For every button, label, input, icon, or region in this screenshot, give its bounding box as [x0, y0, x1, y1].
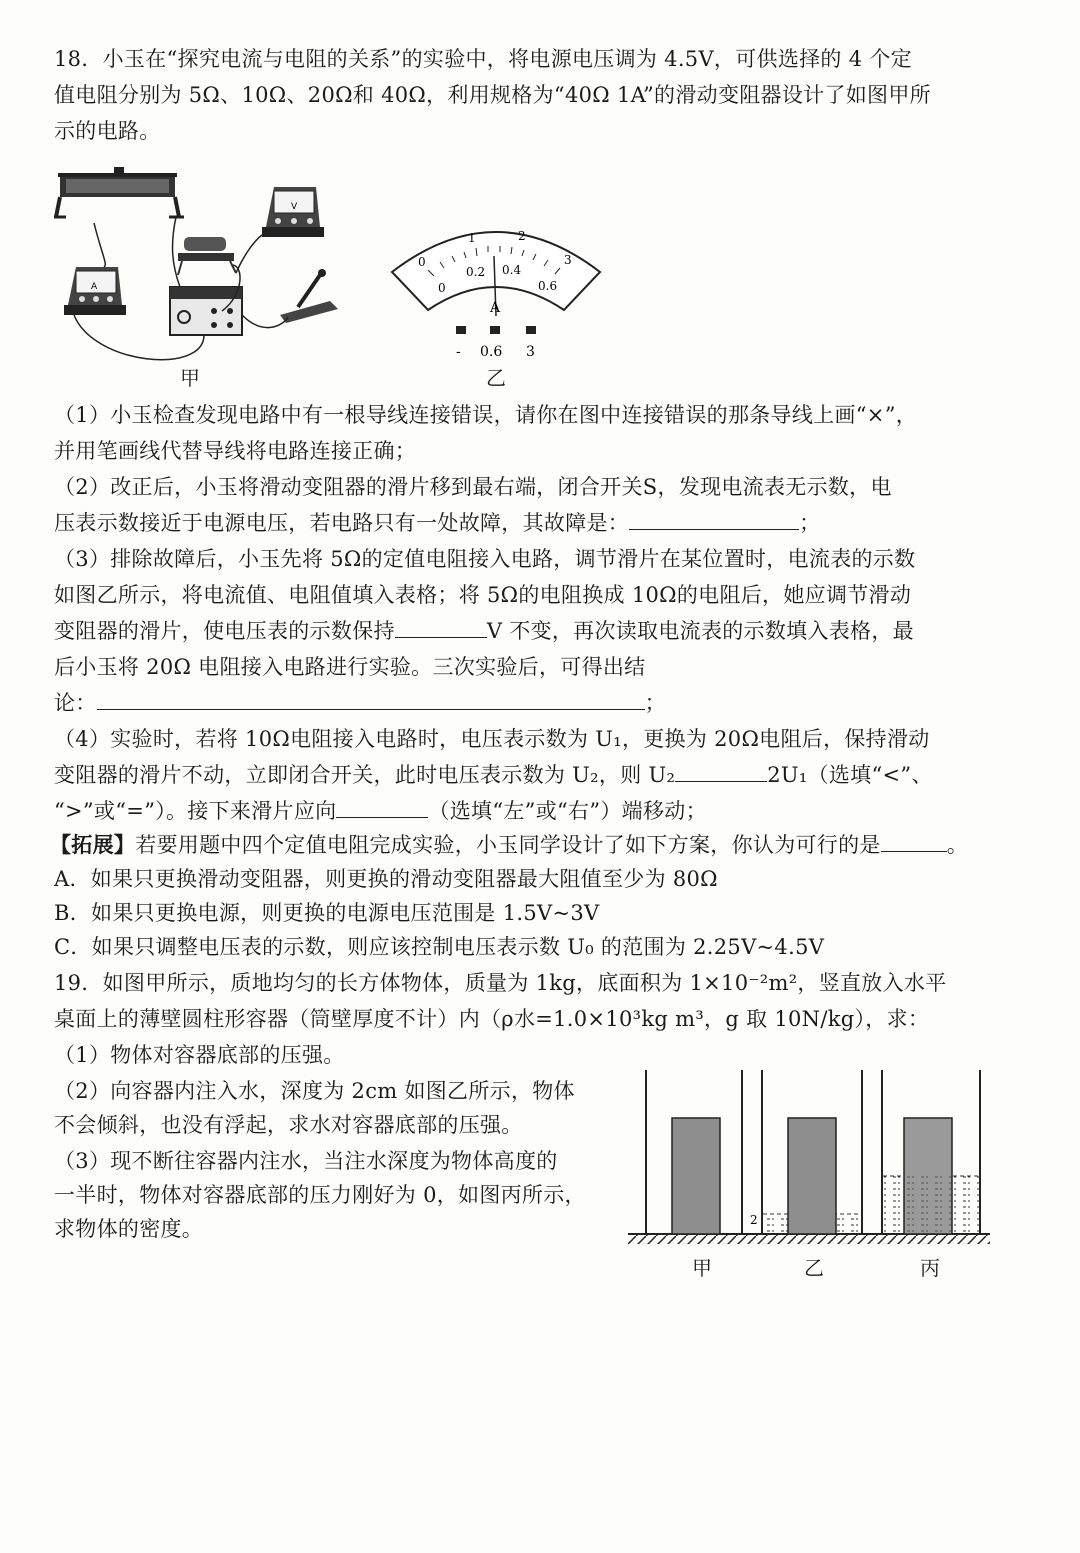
conclusion-label: 论： [54, 691, 97, 715]
figure-yi-caption: 乙 [486, 366, 506, 390]
direction-answer-blank[interactable] [336, 797, 428, 818]
terminal-icons [456, 326, 536, 334]
q19-intro-line-2: 桌面上的薄壁圆柱形容器（筒壁厚度不计）内（ρ水=1.0×10³kg m³，g 取 10N/kg），求： [54, 1007, 930, 1031]
conclusion-answer-blank[interactable] [97, 689, 645, 710]
q18-part3-line-3 [54, 616, 914, 646]
extension-end: 。 [946, 833, 969, 857]
extension-answer-blank[interactable] [881, 831, 947, 852]
scale-top-2: 2 [518, 229, 526, 243]
scale-top-1: 1 [468, 231, 476, 245]
q18-part3-line-5 [54, 688, 666, 718]
scale-bottom-1: 0.2 [466, 265, 486, 279]
q19-part3-line-1: （3）现不断往容器内注水，当注水深度为物体高度的 [54, 1149, 558, 1173]
q18-intro-line-1: 18．小玉在“探究电流与电阻的关系”的实验中，将电源电压调为 4.5V，可供选择的 4 个定 [54, 47, 912, 71]
dial-unit: A [490, 300, 501, 316]
q18-part3-text-a: 变阻器的滑片，使电压表的示数保持 [54, 619, 395, 643]
figure-jia-caption: 甲 [180, 366, 200, 390]
container-yi [750, 1070, 862, 1234]
scale-bottom-2: 0.4 [502, 263, 522, 277]
q18-intro-line-2: 值电阻分别为 5Ω、10Ω、20Ω和 40Ω，利用规格为“40Ω 1A”的滑动变阻器设计了如图甲所 [54, 83, 931, 107]
q18-part4-text-a: 变阻器的滑片不动，立即闭合开关，此时电压表示数为 U₂，则 U₂ [54, 763, 676, 787]
q18-part1-line-1: （1）小玉检查发现电路中有一根导线连接错误，请你在图中连接错误的那条导线上画“×”， [54, 403, 918, 427]
q18-part3-line-2: 如图乙所示，将电流值、电阻值填入表格；将 5Ω的电阻换成 10Ω的电阻后，她应调节滑动 [54, 583, 912, 607]
q19-part3-line-2: 一半时，物体对容器底部的压力刚好为 0，如图丙所示， [54, 1183, 586, 1207]
q18-part4-text-d: （选填“左”或“右”）端移动； [428, 799, 707, 823]
q18-part3-line-4: 后小玉将 20Ω 电阻接入电路进行实验。三次实验后，可得出结 [54, 655, 646, 679]
conclusion-end: ； [644, 691, 666, 715]
switch-icon [280, 269, 338, 323]
q18-part4-line-3 [54, 796, 707, 826]
q18-part2-line-1: （2）改正后，小玉将滑动变阻器的滑片移到最右端，闭合开关S，发现电流表无示数，电 [54, 475, 892, 499]
terminal-0-6: 0.6 [480, 344, 503, 360]
compare-answer-blank[interactable] [675, 761, 767, 782]
terminal-3: 3 [526, 344, 535, 360]
q18-part4-line-2 [54, 760, 933, 790]
circuit-figure-jia [54, 165, 354, 365]
extension-tag: 【拓展】 [50, 832, 136, 857]
voltage-answer-blank[interactable] [395, 617, 487, 638]
q18-part4-line-1: （4）实验时，若将 10Ω电阻接入电路时，电压表示数为 U₁，更换为 20Ω电阻后，保持滑动 [54, 727, 930, 751]
q18-part3-line-1: （3）排除故障后，小玉先将 5Ω的定值电阻接入电路，调节滑片在某位置时，电流表的示数 [54, 547, 916, 571]
q19-part2-line-2: 不会倾斜，也没有浮起，求水对容器底部的压强。 [54, 1113, 523, 1137]
scale-top-3: 3 [564, 253, 572, 267]
q18-part2-text: 压表示数接近于电源电压，若电路只有一处故障，其故障是： [54, 511, 630, 535]
ground-hatch [628, 1234, 990, 1244]
q19-part3-line-3: 求物体的密度。 [54, 1217, 204, 1241]
fault-answer-blank[interactable] [629, 509, 799, 530]
option-a: A．如果只更换滑动变阻器，则更换的滑动变阻器最大阻值至少为 80Ω [54, 867, 718, 891]
container-jia [646, 1070, 742, 1234]
resistor-icon [178, 237, 236, 275]
q18-part1-line-2: 并用笔画线代替导线将电路连接正确； [54, 439, 417, 463]
depth-mark: 2 [750, 1213, 758, 1227]
q18-part2-line-2 [54, 508, 820, 538]
option-b: B．如果只更换电源，则更换的电源电压范围是 1.5V~3V [54, 901, 600, 925]
power-supply-icon [170, 287, 242, 335]
ammeter-dial-figure [388, 212, 604, 382]
containers-figure [626, 1066, 992, 1250]
voltmeter-icon [262, 187, 324, 237]
rheostat-icon [54, 167, 184, 217]
block-yi [788, 1118, 836, 1234]
voltmeter-label: V [291, 202, 298, 212]
q19-part1: （1）物体对容器底部的压强。 [54, 1043, 345, 1067]
terminal-minus: - [456, 344, 461, 360]
ammeter-icon [64, 267, 126, 315]
q18-part2-end: ； [799, 511, 821, 535]
scale-top-0: 0 [418, 255, 426, 269]
q19-intro-line-1: 19．如图甲所示，质地均匀的长方体物体，质量为 1kg，底面积为 1×10⁻²m²，竖直放入水平 [54, 971, 947, 995]
q18-intro-line-3: 示的电路。 [54, 119, 161, 143]
container-label-yi: 乙 [804, 1256, 824, 1280]
q18-part4-text-c: “>”或“=”）。接下来滑片应向 [54, 799, 337, 823]
block-jia [672, 1118, 720, 1234]
ammeter-label: A [91, 282, 98, 292]
container-bing [882, 1070, 980, 1234]
q18-extension-line [50, 830, 968, 860]
q19-part2-line-1: （2）向容器内注入水，深度为 2cm 如图乙所示，物体 [54, 1079, 575, 1103]
extension-text: 若要用题中四个定值电阻完成实验，小玉同学设计了如下方案，你认为可行的是 [135, 833, 881, 857]
option-c: C．如果只调整电压表的示数，则应该控制电压表示数 U₀ 的范围为 2.25V~4.5V [54, 935, 825, 959]
q18-part4-text-b: 2U₁（选填“<”、 [767, 763, 933, 787]
container-label-jia: 甲 [692, 1256, 712, 1280]
scale-bottom-3: 0.6 [538, 279, 558, 293]
scale-bottom-0: 0 [438, 281, 446, 295]
q18-part3-text-b: V 不变，再次读取电流表的示数填入表格，最 [486, 619, 914, 643]
container-label-bing: 丙 [920, 1256, 940, 1280]
